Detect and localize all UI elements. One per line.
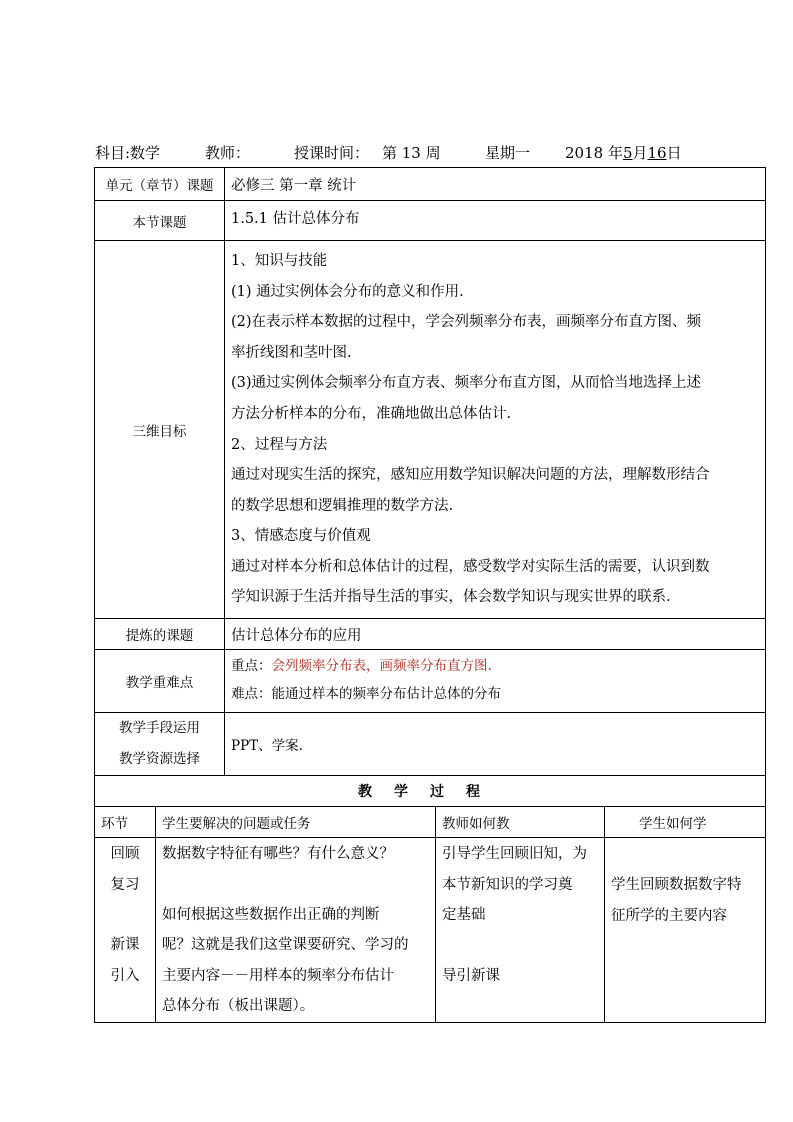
col-header-teach: 教师如何教 xyxy=(436,807,605,838)
lesson-label: 本节课题 xyxy=(95,201,225,241)
goal-line: 的数学思想和逻辑推理的数学方法. xyxy=(231,497,454,514)
refined-label: 提炼的课题 xyxy=(95,619,225,650)
goal-line: (1) 通过实例体会分布的意义和作用. xyxy=(231,283,464,300)
unit-label: 单元（章节）课题 xyxy=(95,168,225,201)
learn-cell xyxy=(605,838,766,1023)
goal-line: 3、情感态度与价值观 xyxy=(231,528,371,545)
process-row xyxy=(95,838,766,1023)
process-title-row xyxy=(95,776,766,807)
goal-line: 学知识源于生活并指导生活的事实，体会数学知识与现实世界的联系. xyxy=(231,589,671,606)
task-line: 如何根据这些数据作出正确的判断 xyxy=(162,906,380,923)
goal-line: 1、知识与技能 xyxy=(231,252,328,269)
refined-value: 估计总体分布的应用 xyxy=(225,619,766,650)
date-month-unit: 月 xyxy=(632,144,648,162)
teacher-label: 教师： xyxy=(205,144,251,162)
date-year: 2018 年 xyxy=(565,144,623,162)
goal-line: 通过对现实生活的探究，感知应用数学知识解决问题的方法，理解数形结合 xyxy=(231,467,710,484)
stage-line: 复习 xyxy=(110,876,140,893)
means-value: PPT、学案. xyxy=(225,713,766,776)
goal-line: 2、过程与方法 xyxy=(231,436,328,453)
learn-line: 征所学的主要内容 xyxy=(611,907,727,924)
key-label: 教学重难点 xyxy=(95,650,225,713)
key-row xyxy=(95,650,766,713)
task-line: 总体分布（板出课题）。 xyxy=(162,998,315,1014)
key-point-text: 会列频率分布表，画频率分布直方图. xyxy=(271,658,492,674)
process-title: 教学过程 xyxy=(95,776,766,807)
task-line: 呢？这就是我们这堂课要研究、学习的 xyxy=(162,937,409,953)
key-content xyxy=(225,650,766,713)
lesson-row xyxy=(95,201,766,241)
process-header-row xyxy=(95,807,766,838)
col-header-task: 学生要解决的问题或任务 xyxy=(156,807,436,838)
week-text: 第 13 周 xyxy=(382,144,441,162)
stage-cell xyxy=(95,838,156,1023)
col-header-learn: 学生如何学 xyxy=(605,807,766,838)
goals-row xyxy=(95,241,766,619)
date-month: 5 xyxy=(622,144,633,162)
teach-line: 导引新课 xyxy=(442,967,500,984)
lesson-value: 1.5.1 估计总体分布 xyxy=(225,201,766,241)
task-line: 数据数字特征有哪些？有什么意义？ xyxy=(162,846,394,862)
means-label-1: 教学手段运用 xyxy=(119,720,200,736)
teach-line: 定基础 xyxy=(442,907,486,923)
subject-label: 科目:数学 xyxy=(95,144,161,162)
goal-line: 率折线图和茎叶图. xyxy=(231,344,352,361)
refined-row xyxy=(95,619,766,650)
key-point-prefix: 重点： xyxy=(231,658,272,674)
goals-label: 三维目标 xyxy=(95,241,225,619)
teach-line: 本节新知识的学习奠 xyxy=(442,876,573,893)
col-header-stage: 环节 xyxy=(95,807,156,838)
stage-line: 新课 xyxy=(110,937,140,953)
goal-line: (2)在表示样本数据的过程中，学会列频率分布表，画频率分布直方图、频 xyxy=(231,314,702,331)
goal-line: 方法分析样本的分布，准确地做出总体估计. xyxy=(231,405,512,422)
stage-line: 回顾 xyxy=(110,846,140,862)
date-day: 16 xyxy=(647,144,667,162)
time-label: 授课时间： xyxy=(294,144,370,162)
means-label-2: 教学资源选择 xyxy=(119,751,200,767)
task-cell xyxy=(156,838,436,1023)
teach-line: 引导学生回顾旧知，为 xyxy=(442,846,587,862)
goals-content xyxy=(225,241,766,619)
lesson-header xyxy=(95,142,765,166)
learn-line: 学生回顾数据数字特 xyxy=(611,877,742,893)
teach-cell xyxy=(436,838,605,1023)
date-day-unit: 日 xyxy=(666,144,682,162)
difficulty-prefix: 难点： xyxy=(231,686,272,702)
lesson-plan-table xyxy=(94,167,766,1023)
means-row xyxy=(95,713,766,776)
unit-row xyxy=(95,168,766,201)
task-line: 主要内容－－用样本的频率分布估计 xyxy=(162,967,394,984)
stage-line: 引入 xyxy=(110,967,140,984)
weekday-text: 星期一 xyxy=(485,144,531,162)
goal-line: 通过对样本分析和总体估计的过程，感受数学对实际生活的需要，认识到数 xyxy=(231,558,710,575)
difficulty-text: 能通过样本的频率分布估计总体的分布 xyxy=(271,686,501,702)
unit-value: 必修三 第一章 统计 xyxy=(225,168,766,201)
means-label xyxy=(95,713,225,776)
date-text xyxy=(565,142,682,164)
goal-line: (3)通过实例体会频率分布直方表、频率分布直方图，从而恰当地选择上述 xyxy=(231,375,702,392)
